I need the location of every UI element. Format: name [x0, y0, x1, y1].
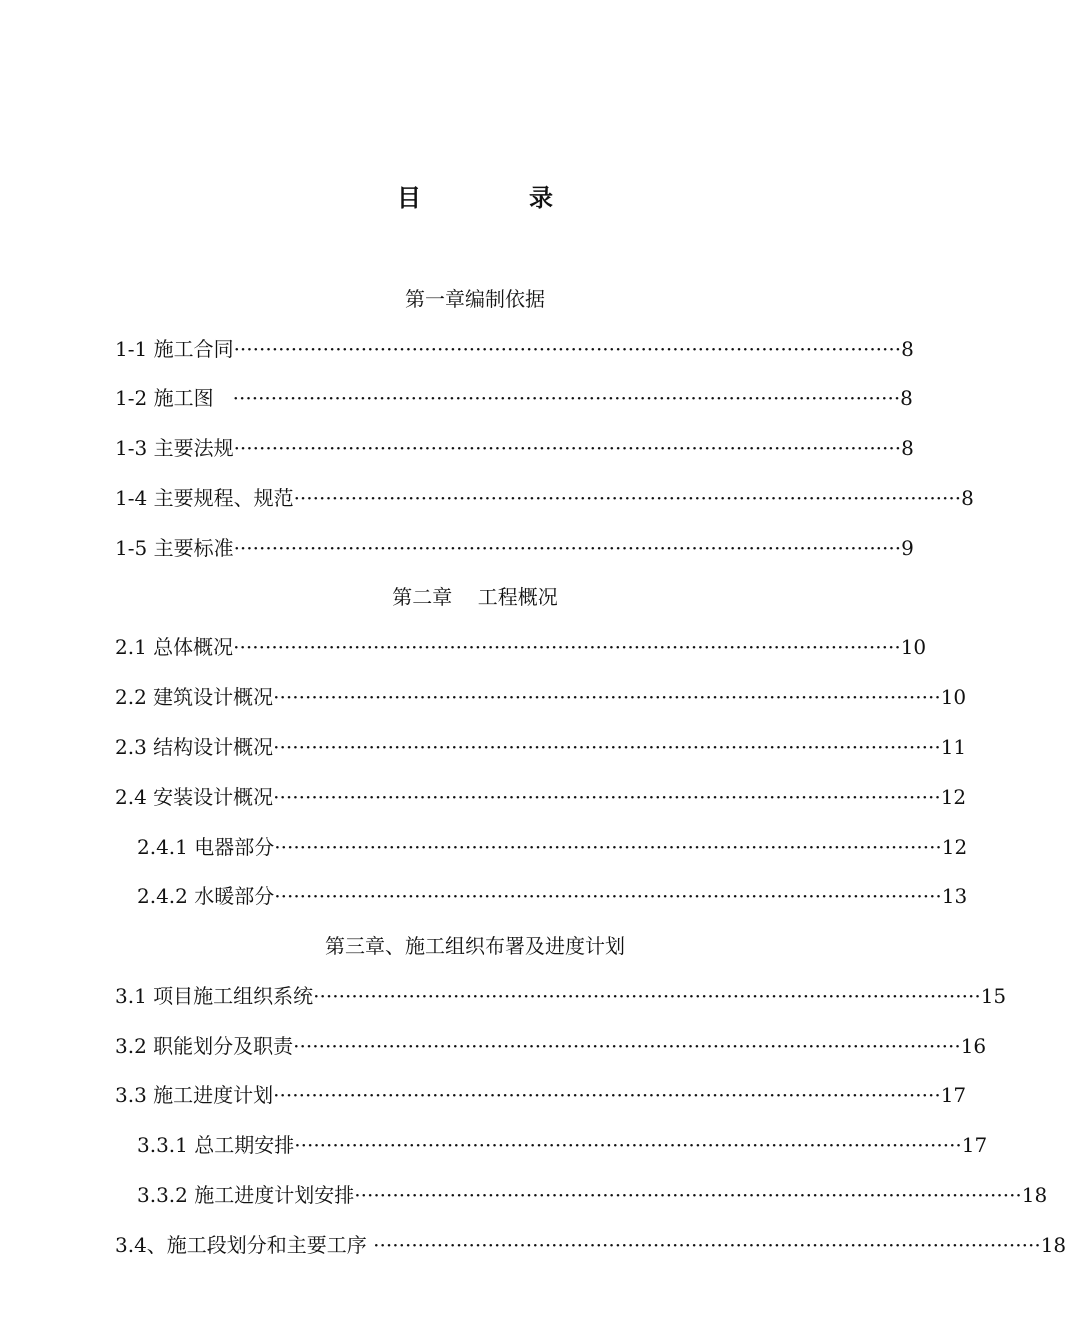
toc-page-number: 8 — [901, 436, 914, 460]
toc-entry-1-5[interactable] — [115, 532, 914, 560]
toc-leader: ········································································································· — [274, 835, 942, 859]
toc-leader: ········································································································· — [232, 386, 901, 410]
toc-page-number: 12 — [940, 785, 967, 809]
toc-leader: ········································································································· — [313, 984, 981, 1008]
toc-entry-label: 3.1 项目施工组织系统 — [115, 984, 314, 1008]
chapter-2-heading: 第二章 工程概况 — [392, 585, 558, 609]
toc-leader: ········································································································· — [273, 785, 941, 809]
toc-page-number: 18 — [1021, 1183, 1048, 1207]
toc-leader: ········································································································· — [273, 685, 941, 709]
toc-entry-label: 2.3 结构设计概况 — [115, 735, 274, 759]
toc-entry-2-3[interactable] — [115, 731, 967, 759]
toc-page-number: 10 — [940, 685, 967, 709]
toc-page-number: 8 — [901, 337, 914, 361]
toc-leader: ········································································································· — [273, 735, 941, 759]
toc-entry-3-4[interactable] — [115, 1229, 1066, 1257]
toc-entry-2-1[interactable] — [115, 631, 927, 659]
toc-title — [0, 178, 950, 213]
toc-page-number: 15 — [980, 984, 1007, 1008]
toc-entry-2-2[interactable] — [115, 681, 967, 709]
toc-entry-1-3[interactable] — [115, 432, 914, 460]
toc-entry-2-4[interactable] — [115, 781, 967, 809]
toc-page-number: 18 — [1040, 1233, 1066, 1257]
toc-entry-label: 3.2 职能划分及职责 — [115, 1034, 294, 1058]
toc-entry-label: 2.1 总体概况 — [115, 635, 234, 659]
toc-entry-3-3-1[interactable] — [137, 1129, 988, 1157]
toc-page-number: 16 — [960, 1034, 987, 1058]
toc-leader: ········································································································· — [294, 1133, 962, 1157]
toc-page-number: 13 — [941, 884, 968, 908]
chapter-3-heading: 第三章、施工组织布署及进度计划 — [325, 934, 625, 958]
toc-page-number: 11 — [940, 735, 967, 759]
toc-entry-label: 1-3 主要法规 — [115, 436, 234, 460]
toc-leader: ········································································································· — [233, 536, 902, 560]
toc-entry-1-4[interactable] — [115, 482, 974, 510]
toc-page-number: 12 — [941, 835, 968, 859]
toc-leader: ········································································································· — [373, 1233, 1041, 1257]
toc-entry-label: 2.4.1 电器部分 — [137, 835, 275, 859]
toc-entry-2-4-1[interactable] — [137, 831, 968, 859]
toc-entry-3-1[interactable] — [115, 980, 1007, 1008]
toc-page-number: 17 — [940, 1083, 967, 1107]
toc-leader: ········································································································· — [274, 884, 942, 908]
toc-entry-label: 2.4 安装设计概况 — [115, 785, 274, 809]
toc-entry-label: 2.2 建筑设计概况 — [115, 685, 274, 709]
toc-leader: ········································································································· — [354, 1183, 1022, 1207]
toc-entry-1-2[interactable] — [115, 382, 913, 410]
toc-leader: ········································································································· — [293, 1034, 961, 1058]
toc-entry-label: 3.3 施工进度计划 — [115, 1083, 274, 1107]
toc-entry-label: 3.3.2 施工进度计划安排 — [137, 1183, 355, 1207]
toc-leader: ········································································································· — [233, 436, 902, 460]
toc-page-number: 8 — [900, 386, 913, 410]
toc-leader: ········································································································· — [233, 635, 901, 659]
toc-title-left: 目 — [397, 184, 421, 212]
toc-page-number: 9 — [901, 536, 914, 560]
toc-entry-label: 1-4 主要规程、规范 — [115, 486, 294, 510]
toc-entry-label: 2.4.2 水暖部分 — [137, 884, 275, 908]
toc-leader: ········································································································· — [293, 486, 962, 510]
toc-entry-1-1[interactable] — [115, 333, 914, 361]
toc-leader: ········································································································· — [273, 1083, 941, 1107]
toc-entry-3-3[interactable] — [115, 1079, 967, 1107]
chapter-1-heading: 第一章编制依据 — [405, 287, 545, 311]
toc-entry-label: 3.4、施工段划分和主要工序 — [115, 1233, 374, 1257]
toc-entry-label: 3.3.1 总工期安排 — [137, 1133, 295, 1157]
toc-page-number: 17 — [961, 1133, 988, 1157]
toc-entry-3-3-2[interactable] — [137, 1179, 1048, 1207]
toc-entry-3-2[interactable] — [115, 1030, 987, 1058]
toc-leader: ········································································································· — [233, 337, 902, 361]
toc-entry-label: 1-5 主要标准 — [115, 536, 234, 560]
toc-entry-label: 1-2 施工图 — [115, 386, 233, 410]
toc-page-number: 10 — [900, 635, 927, 659]
toc-entry-2-4-2[interactable] — [137, 880, 968, 908]
toc-entry-label: 1-1 施工合同 — [115, 337, 234, 361]
toc-title-right: 录 — [529, 184, 553, 212]
toc-page-number: 8 — [961, 486, 974, 510]
